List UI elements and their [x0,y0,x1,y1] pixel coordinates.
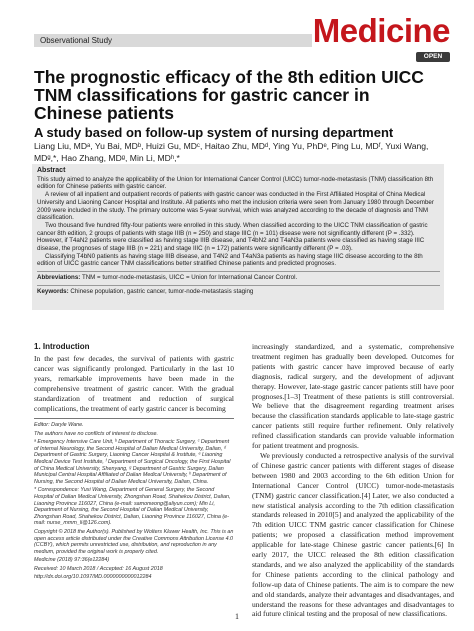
affiliations: ᵃ Emergency Intensive Care Unit, ᵇ Department of Thoracic Surgery, ᶜ Department of Internal Neurology, the Second Hospital of Dalian Medical University, Dalian, ᵈ Department of Gastric Surgery, Liaoning Cancer Hospital & Institute, ᵉ Liaoning Medical Device Test Institute, ᶠ Department of Surgical Oncology, the First Hospital of China Medical University, Shenyang, ᵍ Department of Gastric Surgery, Dalian Municipal Central Hospital Affiliated of Dalian Medical University, ʰ Department of Nursing, the Second Hospital of Dalian Medical University, Dalian, China. [34,439,231,485]
author-list: Liang Liu, MDᵃ, Yu Bai, MDᵇ, Huizi Gu, MDᶜ, Haitao Zhu, MDᵈ, Ying Yu, PhDᵉ, Ping Lu, MDᶠ, Yuxi Wang, MDᵍ,*, Hao Zhang, MDᵍ, Min Li, MDʰ,* [34,141,429,163]
abbreviations [37,271,440,282]
dates: Received: 10 March 2018 / Accepted: 16 August 2018 [34,565,163,572]
abstract-heading: Abstract [37,167,66,174]
article-subtitle: A study based on follow-up system of nursing department [34,125,394,140]
abstract-paragraph: Classifying T4bN0 patients as having stage IIIB disease, and T4N2 and T4aN3a patients as having stage IIIC disease according to the 8th edition of UICC gastric cancer TNM classifications better stratified Chinese patients and predicted prognoses. [37,252,423,268]
abbreviations-label: Abbreviations: [37,274,81,282]
open-access-badge: OPEN [416,52,450,62]
correspondence: * Correspondence: Yuxi Wang, Department of General Surgery, the Second Hospital of Dalian Medical University, Zhongshan Road, Shahekou District, Dalian, Liaoning Province 116027, China (e-mail: samonwong@aliyun.com); Min Li, Department of Nursing, the Second Hospital of Dalian Medical University, Zhongshan Road, Shahekou District, Dalian, Liaoning Province 116027, China (e-mail: nurse_mmm_li@126.com). [34,487,231,527]
body-paragraph: increasingly standardized, and a systematic, comprehensive treatment regimen has gradually been developed. Outcomes for patients with gastric cancer have improved because of early diagnosis, radical surgery, and the development of adjuvant therapy. However, late-stage gastric cancer patients still have poor prognoses.[1–3] Treatment of these patients is still controversial. We believe that the disagreement regarding treatment arises because the classification standards applicable to late-stage gastric cancer patients still require further refinement. Only relatively refined classification standards can provide valuable information for patient treatment and prognosis. [252,342,454,451]
abstract-paragraph: Two thousand five hundred fifty-four patients were enrolled in this study. When classified according to the UICC TNM classification of gastric cancer 8th edition, 2 groups of patients with stage IIIB (n = 250) and stage IIIC (n = 101) disease were not significantly different (P = .332). However, if T4aN2 patients were classified as having stage IIIB disease, and T4bN2 and T4aN3a patients were classified as having stage IIIC disease, the prognoses of stage IIIB (n = 221) and stage IIIC (n = 172) patients were significantly different (P = .03). [37,221,428,253]
page-number: 1 [235,612,239,621]
right-column [252,342,454,619]
footnotes [34,418,234,583]
keywords-label: Keywords: [37,287,69,295]
section-label: Observational Study [34,34,312,47]
body-paragraph: We previously conducted a retrospective analysis of the survival of Chinese gastric cancer patients with different stages of disease between 1980 and 2003 according to the 6th edition Union for International Cancer Control (UICC) tumor-node-metastasis (TNM) gastric cancer classification.[4] Later, we also conducted a new statistical analysis according to the 7th edition classification standards released in 2010[5] and analyzed the applicability of the 7th edition UICC TNM gastric cancer classification for Chinese patients; we proposed a classification method improvement applicable for late-stage Chinese gastric cancer patients.[6] In early 2017, the UICC released the 8th edition classification standards, and we also analyzed the applicability of the standards for Chinese patients according to the clinical pathology and follow-up data of Chinese patients. The aim is to compare the new and old standards, analyze their advantages and disadvantages, and understand the reasons for these advantages and disadvantages to aid future clinical testing and the proposal of new classifications. [252,450,454,619]
editor-note: Editor: Daryle Wane. [34,422,84,428]
abstract-paragraph: This study aimed to analyze the applicability of the Union for International Cancer Control (UICC) tumor-node-metastasis (TNM) classification 8th edition for Chinese patients with gastric cancer. [37,175,434,191]
journal-logo: Medicine [312,12,450,49]
keywords-text: Chinese population, gastric cancer, tumor-node-metastasis staging [70,287,254,295]
body-paragraph: In the past few decades, the survival of patients with gastric cancer was significantly prolonged. Particularly in the last 10 years, remarkable improvements have been made in the comprehensive treatment of gastric cancer. With the gradual standardization of treatment and reduction of surgical complications, the treatment of early gastric cancer is becoming [34,354,234,413]
article-title: The prognostic efficacy of the 8th edition UICC TNM classifications for gastric cancer in Chinese patients [34,67,424,123]
left-column [34,342,234,413]
abbreviations-text: TNM = tumor-node-metastasis, UICC = Union for International Cancer Control. [81,274,298,282]
section-heading-introduction: 1. Introduction [34,342,90,351]
page-header [34,14,450,64]
copyright: Copyright © 2018 the Author(s). Published by Wolters Kluwer Health, Inc. This is an open access article distributed under the Creative Commons Attribution License 4.0 (CCBY), which permits unrestricted use, distribution, and reproduction in any medium, provided the original work is properly cited. [34,528,234,555]
conflict-note: The authors have no conflicts of interest to disclose. [34,430,159,437]
keywords [37,285,440,296]
abstract-paragraph: A review of all inpatient and outpatient records of patients with gastric cancer was conducted in the First Affiliated Hospital of China Medical University and Liaoning Cancer Hospital and Institute. All patients who met the inclusion criteria were seen from January 1980 through December 2009 were included in the study. The primary outcome was 5-year survival, which was analyzed according to the decade of diagnosis and TNM classification. [37,191,434,222]
doi-link[interactable]: http://dx.doi.org/10.1097/MD.0000000000012284 [34,574,152,581]
abstract-box [32,164,444,310]
citation: Medicine (2018) 97:36(e12284) [34,557,110,564]
